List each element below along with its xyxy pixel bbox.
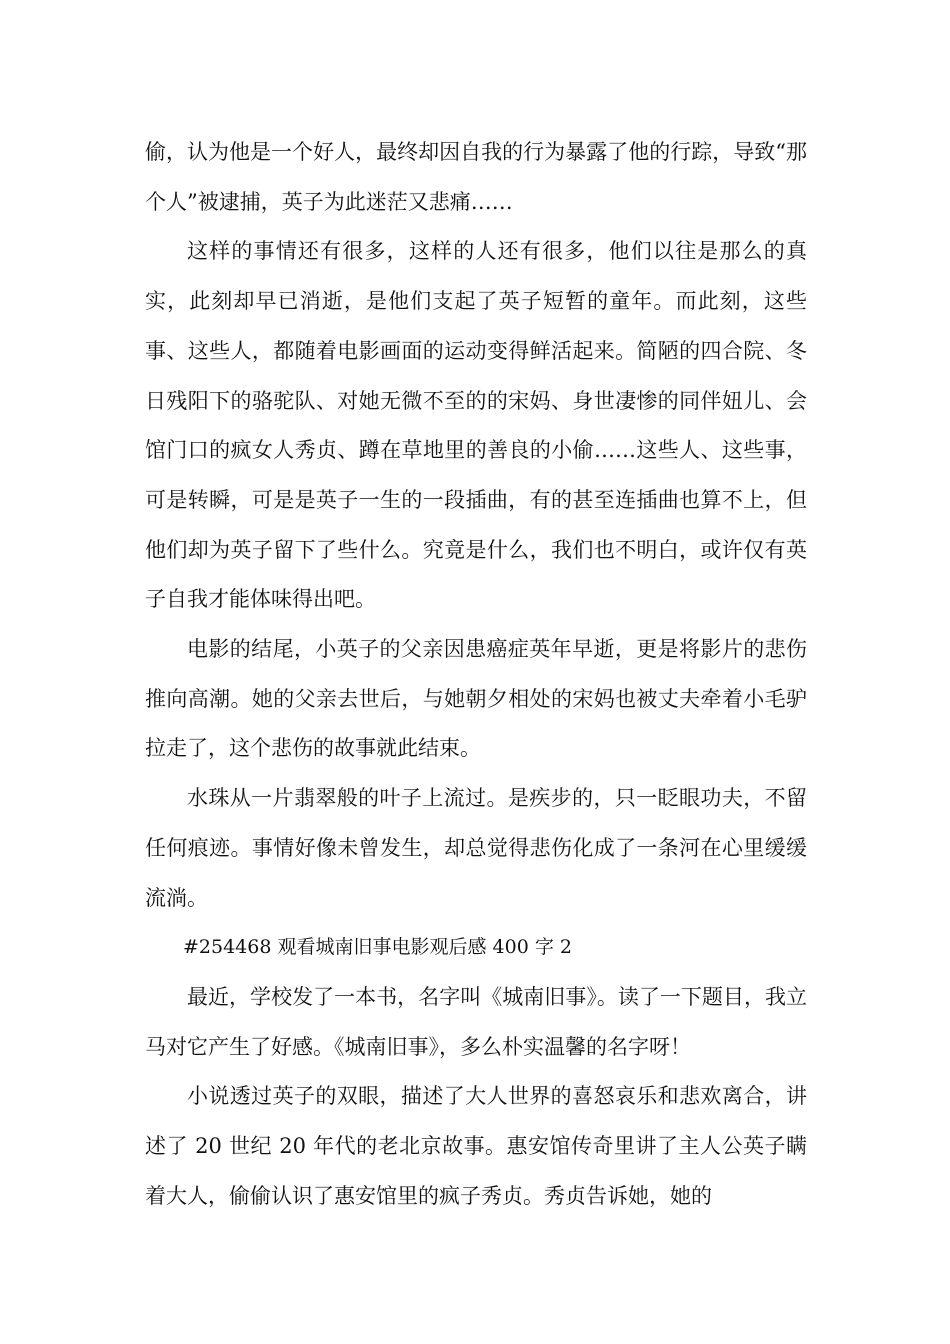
section-heading: #254468 观看城南旧事电影观后感 400 字 2 (183, 936, 572, 959)
paragraph: 小说透过英子的双眼，描述了大人世界的喜怒哀乐和悲欢离合，讲述了 20 世纪 20 年代的老北京故事。惠安馆传奇里讲了主人公英子瞒着大人，偷偷认识了惠安馆里的疯子秀贞。秀贞告诉她，她的 (145, 1084, 807, 1208)
paragraph: 水珠从一片翡翠般的叶子上流过。是疾步的，只一眨眼功夫，不留任何痕迹。事情好像未曾发生，却总觉得悲伤化成了一条河在心里缓缓流淌。 (145, 786, 807, 910)
paragraph: 最近，学校发了一本书，名字叫《城南旧事》。读了一下题目，我立马对它产生了好感。《城南旧事》，多么朴实温馨的名字呀！ (145, 984, 807, 1059)
paragraph: 这样的事情还有很多，这样的人还有很多，他们以往是那么的真实，此刻却早已消逝，是他们支起了英子短暂的童年。而此刻，这些事、这些人，都随着电影画面的运动变得鲜活起来。简陋的四合院、冬日残阳下的骆驼队、对她无微不至的的宋妈、身世凄惨的同伴妞儿、会馆门口的疯女人秀贞、蹲在草地里的善良的小偷……这些人、这些事，可是转瞬，可是是英子一生的一段插曲，有的甚至连插曲也算不上，但他们却为英子留下了些什么。究竟是什么，我们也不明白，或许仅有英子自我才能体味得出吧。 (145, 239, 807, 612)
document-page (145, 128, 807, 1221)
paragraph: 电影的结尾，小英子的父亲因患癌症英年早逝，更是将影片的悲伤推向高潮。她的父亲去世后，与她朝夕相处的宋妈也被丈夫牵着小毛驴拉走了，这个悲伤的故事就此结束。 (145, 637, 807, 761)
paragraph-continuation: 偷，认为他是一个好人，最终却因自我的行为暴露了他的行踪，导致“那个人”被逮捕，英子为此迷茫又悲痛…… (145, 140, 807, 214)
